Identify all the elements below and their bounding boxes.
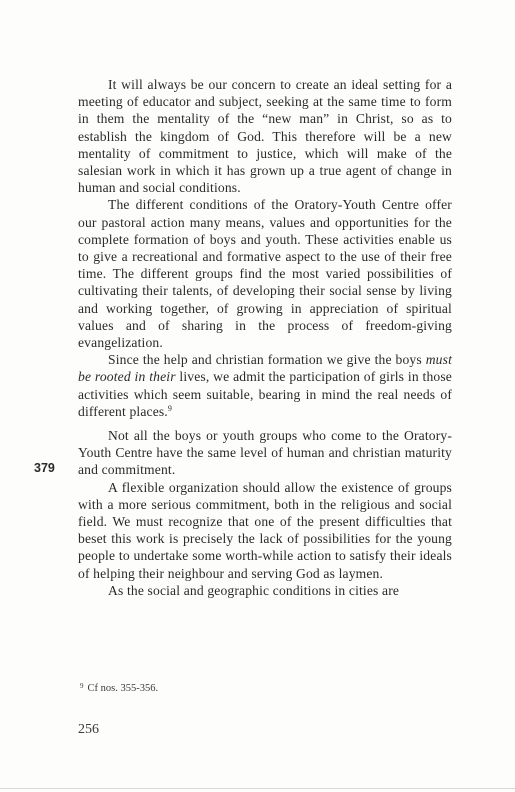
paragraph-girls-participation xyxy=(78,351,452,420)
section-number: 379 xyxy=(34,461,55,475)
paragraph-oratory-conditions: The different conditions of the Oratory-Youth Centre offer our pastoral action many means, values and opportunities for the complete formation of boys and youth. These activities enable us to give a recreational and formative aspect to the use of their free time. The different groups find the most varied possibilities of cultivating their talents, of developing their social sense by living and working together, of growing in appreciation of spiritual values and of sharing in the process of freedom-giving evangelization. xyxy=(78,197,452,351)
footnote xyxy=(80,682,158,694)
footnote-text: Cf nos. 355-356. xyxy=(87,683,159,694)
paragraph-maturity: Not all the boys or youth groups who come to the Oratory-Youth Centre have the same level of human and christian maturity and commitment. xyxy=(78,428,452,478)
paragraph-text-end: lives, we admit the participation of girls in those activities which seem suitable, bearing in mind the real needs of different places. xyxy=(78,369,452,419)
paragraph-text-start: Since the help and christian formation we give the boys xyxy=(108,352,426,368)
body-text xyxy=(78,76,452,599)
page-number: 256 xyxy=(78,722,99,737)
paragraph-flexible-organization: A flexible organization should allow the existence of groups with a more serious commitment, both in the religious and social field. We must recognize that one of the present difficulties that beset this work is precisely the lack of possibilities for the young people to undertake some worth-while action to satisfy their ideals of helping their neighbour and serving God as laymen. xyxy=(78,479,452,581)
footnote-mark: 9 xyxy=(80,682,84,690)
emphasis-text: must be rooted in their xyxy=(78,352,452,385)
page-edge-divider xyxy=(0,788,515,789)
paragraph-social-conditions: As the social and geographic conditions in cities are xyxy=(108,582,400,598)
paragraph-ideal-setting: It will always be our concern to create an ideal setting for a meeting of educator and subject, seeking at the same time to form in them the mentality of the “new man” in Christ, so as to establish the kingdom of God. This therefore will be a new mentality of commitment to justice, which will make of the salesian work in which it has grown up a true agent of change in human and social conditions. xyxy=(78,77,452,196)
footnote-reference: 9 xyxy=(167,403,173,413)
